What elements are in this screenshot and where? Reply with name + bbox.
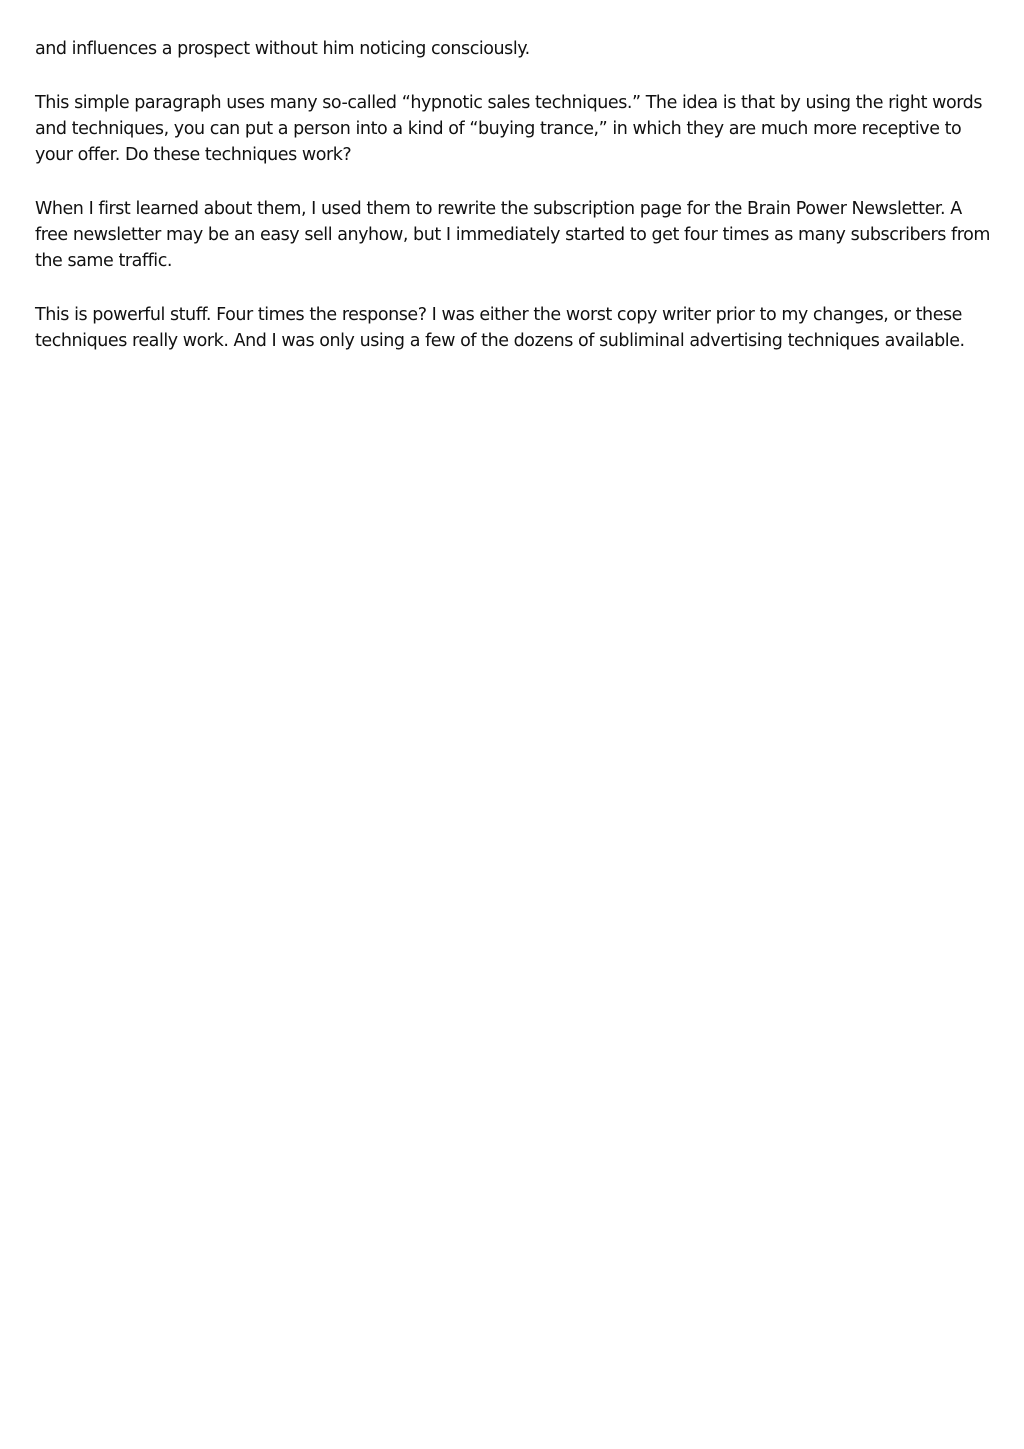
paragraph-2: This simple paragraph uses many so-called “hypnotic sales techniques.” The idea is that by using the right words and techniques, you can put a person into a kind of “buying trance,” in which they are much more receptive to your offer. Do these techniques work? [35, 93, 982, 165]
paragraph-4: This is powerful stuff. Four times the response? I was either the worst copy writer prior to my changes, or these techniques really work. And I was only using a few of the dozens of subliminal advertising techniques available. [35, 305, 965, 351]
paragraph-1: and influences a prospect without him noticing consciously. [35, 39, 530, 59]
paragraph-3: When I first learned about them, I used them to rewrite the subscription page for the Brain Power Newsletter. A free newsletter may be an easy sell anyhow, but I immediately started to get four times as many subscribers from the same traffic. [35, 199, 990, 271]
document-body [35, 36, 990, 382]
